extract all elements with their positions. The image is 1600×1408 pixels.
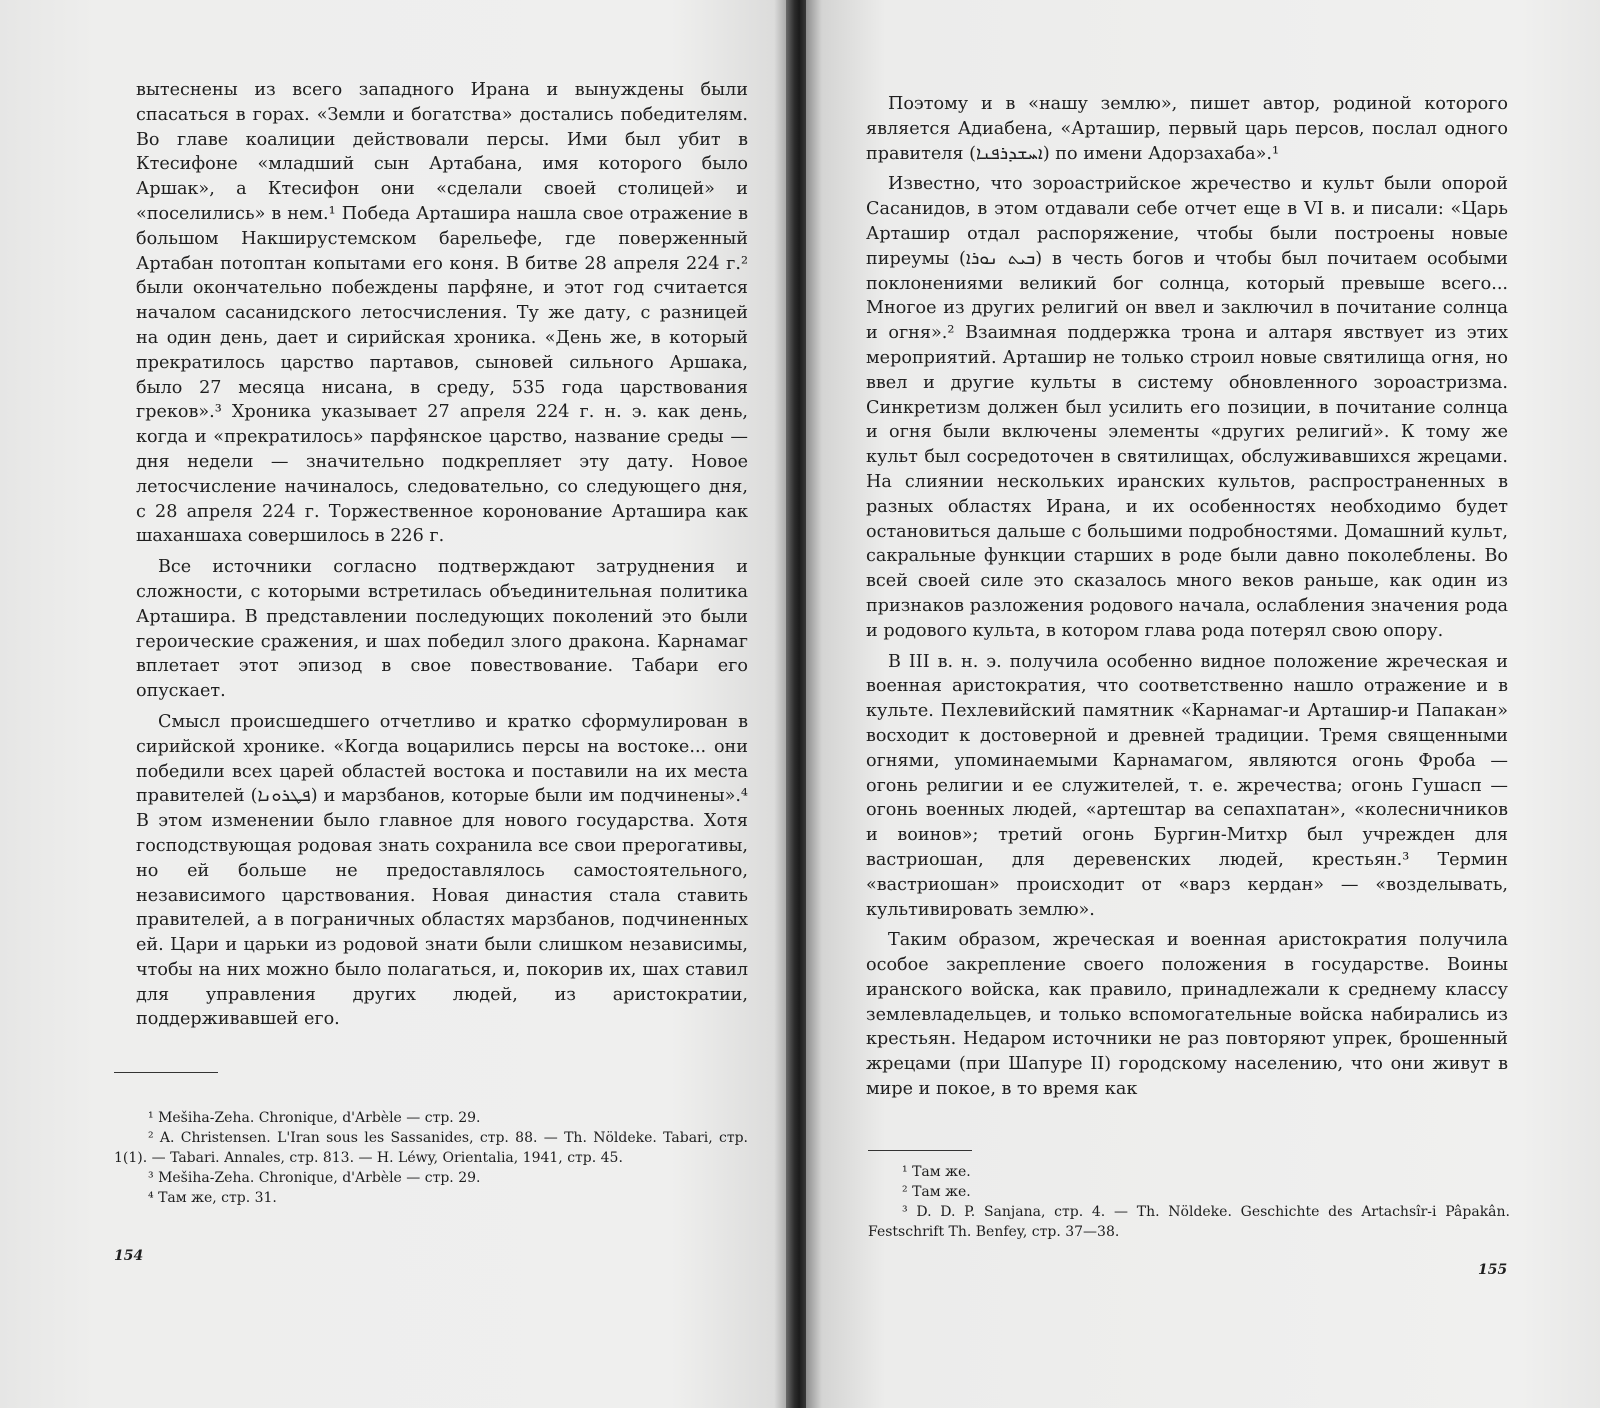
left-page-body	[136, 78, 748, 1032]
right-footnote-1: ¹ Там же.	[902, 1164, 971, 1180]
left-page-number: 154	[114, 1248, 144, 1264]
left-footnote-3: ³ Mešiha-Zeha. Chronique, d'Arbèle — стр. 29.	[148, 1170, 481, 1186]
right-paragraph-2: Известно, что зороастрийское жречество и культ были опорой Сасанидов, в этом отдавали себе отчет еще в VI в. и писали: «Царь Арташир отдал распоряжение, чтобы были построены новые пиреумы (ܒܝܬ ܢܘܪܐ) в честь богов и чтобы был почитаем особыми поклонениями великий бог солнца, который превыше всего... Многое из других религий он ввел и заключил в почитание солнца и огня».² Взаимная поддержка трона и алтаря явствует из этих мероприятий. Арташир не только строил новые святилища огня, но ввел и другие культы в систему обновленного зороастризма. Синкретизм должен был усилить его позиции, в почитание солнца и огня были включены элементы «других религий». К тому же культ был сосредоточен в святилищах, обслуживавшихся жрецами. На слиянии нескольких иранских культов, распространенных в разных областях Ирана, и их особенностях необходимо будет остановиться дальше с большими подробностями. Домашний культ, сакральные функции старших в роде были давно поколеблены. Во всей своей силе это сказалось много веков раньше, как один из признаков разложения родового начала, ослабления значения рода и родового культа, в котором глава рода потерял свою опору.	[866, 174, 1508, 641]
right-paragraph-4: Таким образом, жреческая и военная аристократия получила особое закрепление своего положения в государстве. Воины иранского войска, как правило, принадлежали к среднему классу землевладельцев, и только вспомогательные войска набирались из крестьян. Недаром источники не раз повторяют упрек, брошенный жрецами (при Шапуре II) городскому населению, что они живут в мире и покое, в то время как	[866, 930, 1508, 1100]
right-page-body	[866, 92, 1508, 1102]
left-footnote-rule	[114, 1072, 218, 1073]
left-footnote-2: ² A. Christensen. L'Iran sous les Sassanides, стр. 88. — Th. Nöldeke. Tabari, стр. 1(1). — Tabari. Annales, стр. 813. — H. Léwy, Orientalia, 1941, стр. 45.	[114, 1130, 748, 1166]
right-footnote-3: ³ D. D. P. Sanjana, стр. 4. — Th. Nöldeke. Geschichte des Artachsîr-i Pâpakân. Festschrift Th. Benfey, стр. 37—38.	[868, 1204, 1510, 1240]
left-paragraph-1: вытеснены из всего западного Ирана и вынуждены были спасаться в горах. «Земли и богатства» достались победителям. Во главе коалиции действовали персы. Ими был убит в Ктесифоне «младший сын Артабана, имя которого было Аршак», а Ктесифон они «сделали своей столицей» и «поселились» в нем.¹ Победа Арташира нашла свое отражение в большом Накширустемском барельефе, где поверженный Артабан потоптан копытами его коня. В битве 28 апреля 224 г.² были окончательно побеждены парфяне, и этот год считается началом сасанидского летосчисления. Ту же дату, с разницей на один день, дает и сирийская хроника. «День же, в который прекратилось царство партавов, сыновей сильного Аршака, было 27 месяца нисана, в среду, 535 года царствования греков».³ Хроника указывает 27 апреля 224 г. н. э. как день, когда и «прекратилось» парфянское царство, название среды — дня недели — значительно подкрепляет эту дату. Новое летосчисление начиналось, следовательно, со следующего дня, с 28 апреля 224 г. Торжественное коронование Арташира как шаханшаха совершилось в 226 г.	[136, 80, 748, 547]
left-page	[0, 0, 790, 1408]
right-page	[806, 0, 1600, 1408]
right-paragraph-1: Поэтому и в «нашу землю», пишет автор, родиной которого является Адиабена, «Арташир, первый царь персов, послал одного правителя (ܐܚܫܕܪܦܢܐ) по имени Адорзахаба».¹	[866, 94, 1508, 164]
right-page-number: 155	[1478, 1262, 1508, 1278]
left-paragraph-2: Все источники согласно подтверждают затруднения и сложности, с которыми встретилась объединительная политика Арташира. В представлении последующих поколений это были героические сражения, и шах победил злого дракона. Карнамаг вплетает этот эпизод в свое повествование. Табари его опускает.	[136, 557, 748, 702]
right-footnotes	[868, 1162, 1510, 1242]
right-footnote-2: ² Там же.	[902, 1184, 971, 1200]
left-paragraph-3: Смысл происшедшего отчетливо и кратко сформулирован в сирийской хронике. «Когда воцарились персы на востоке... они победили всех царей областей востока и поставили на их места правителей (ܦܛܪܘܢܐ) и марзбанов, которые были им подчинены».⁴ В этом изменении было главное для нового государства. Хотя господствующая родовая знать сохранила все свои прерогативы, но ей больше не предоставлялось самостоятельного, независимого царствования. Новая династия стала ставить правителей, а в пограничных областях марзбанов, подчиненных ей. Цари и царьки из родовой знати были слишком независимы, чтобы на них можно было полагаться, и, покорив их, шах ставил для управления других людей, из аристократии, поддерживавшей его.	[136, 711, 748, 1030]
left-footnote-1: ¹ Mešiha-Zeha. Chronique, d'Arbèle — стр. 29.	[148, 1110, 481, 1126]
right-paragraph-3: В III в. н. э. получила особенно видное положение жреческая и военная аристократия, что соответственно нашло отражение и в культе. Пехлевийский памятник «Карнамаг-и Арташир-и Папакан» восходит к достоверной и древней традиции. Тремя священными огнями, упоминаемыми Карнамагом, являются огонь Фроба — огонь религии и ее служителей, т. е. жречества; огонь Гушасп — огонь военных людей, «артештар ва сепахпатан», «колесничников и воинов»; третий огонь Бургин-Митхр был учрежден для вастриошан, для деревенских людей, крестьян.³ Термин «вастриошан» происходит от «варз кердан» — «возделывать, культивировать землю».	[866, 651, 1508, 920]
right-footnote-rule	[868, 1150, 972, 1151]
left-footnotes	[114, 1108, 748, 1208]
left-footnote-4: ⁴ Там же, стр. 31.	[148, 1190, 277, 1206]
